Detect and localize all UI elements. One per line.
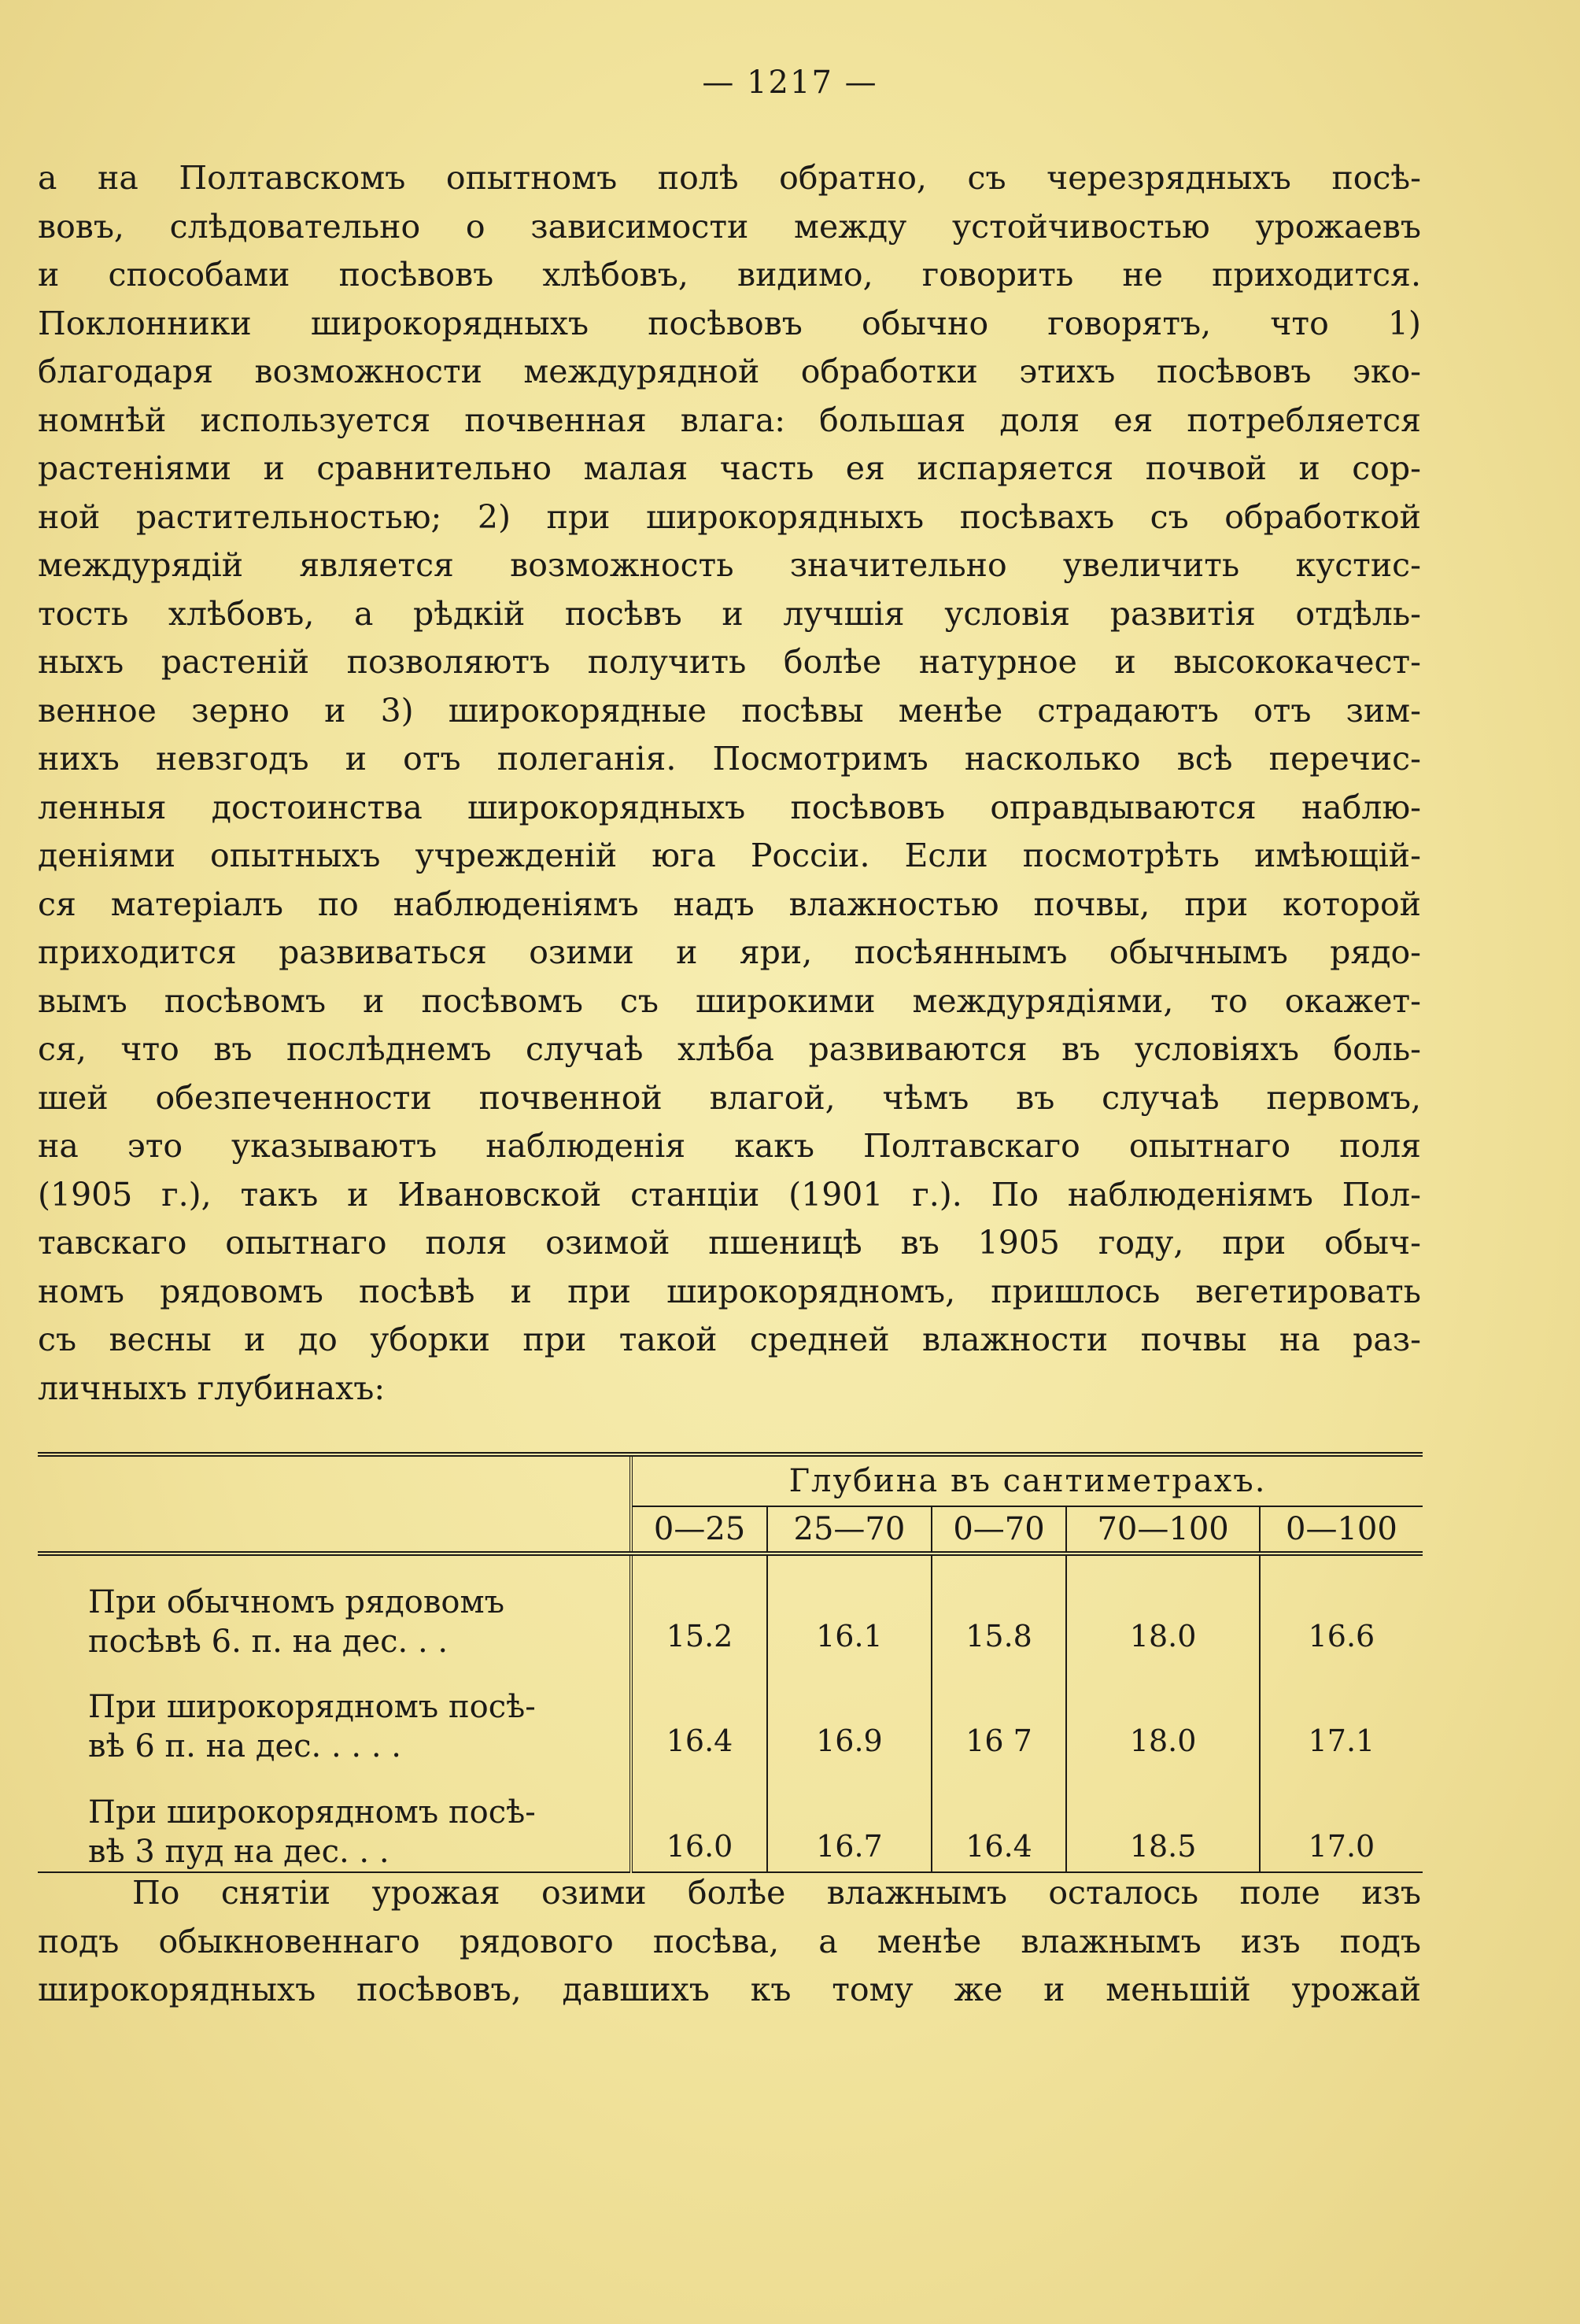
- table-cell: 16.7: [767, 1766, 932, 1872]
- table-cell: 16.4: [932, 1766, 1067, 1872]
- row-label-line: посѣвѣ 6. п. на дес. . .: [88, 1624, 449, 1661]
- table-row: [38, 1661, 1423, 1766]
- column-header: 70—100: [1066, 1506, 1259, 1554]
- table-row: [38, 1766, 1423, 1872]
- text-line: По снятіи урожая озими болѣе влажнымъ осталось поле изъ: [132, 1874, 1421, 1912]
- text-line: ся матеріалъ по наблюденіямъ надъ влажностью почвы, при которой: [38, 885, 1421, 923]
- page-number: — 1217 —: [702, 65, 878, 101]
- row-label-line: При широкорядномъ посѣ-: [88, 1794, 536, 1831]
- text-line: вовъ, слѣдовательно о зависимости между устойчивостью урожаевъ: [38, 207, 1421, 246]
- text-line: съ весны и до уборки при такой средней влажности почвы на раз-: [38, 1321, 1421, 1358]
- soil-moisture-table: [38, 1452, 1423, 1873]
- text-line: ся, что въ послѣднемъ случаѣ хлѣба развиваются въ условіяхъ боль-: [38, 1030, 1421, 1068]
- column-header: 0—25: [631, 1506, 767, 1554]
- table-cell: 15.8: [932, 1554, 1067, 1661]
- row-label: [38, 1554, 631, 1661]
- paragraph-2: [38, 1869, 1421, 2015]
- row-label-line: вѣ 6 п. на дес. . . . .: [88, 1728, 401, 1765]
- text-line: тавскаго опытнаго поля озимой пшеницѣ въ 1905 году, при обыч-: [38, 1224, 1421, 1262]
- table-cell: 16.1: [767, 1554, 932, 1661]
- text-line: на это указываютъ наблюденія какъ Полтавскаго опытнаго поля: [38, 1127, 1421, 1165]
- text-line: номъ рядовомъ посѣвѣ и при широкорядномъ, пришлось вегетировать: [38, 1272, 1421, 1310]
- text-line: нихъ невзгодъ и отъ полеганія. Посмотримъ насколько всѣ перечис-: [38, 740, 1421, 778]
- text-line: деніями опытныхъ учрежденій юга Россіи. Если посмотрѣть имѣющій-: [38, 837, 1421, 874]
- column-header: 0—100: [1260, 1506, 1423, 1554]
- text-line: номнѣй используется почвенная влага: большая доля ея потребляется: [38, 401, 1421, 439]
- table-row: [38, 1554, 1423, 1661]
- column-header: 0—70: [932, 1506, 1067, 1554]
- paragraph-1: [38, 154, 1421, 1413]
- stub-header: [38, 1454, 631, 1506]
- table-cell: 17.0: [1308, 1829, 1375, 1864]
- text-line: подъ обыкновеннаго рядового посѣва, а менѣе влажнымъ изъ подъ: [38, 1922, 1421, 1960]
- text-line: ной растительностью; 2) при широкорядныхъ посѣвахъ съ обработкой: [38, 497, 1421, 536]
- text-line: вымъ посѣвомъ и посѣвомъ съ широкими междурядіями, то окажет-: [38, 981, 1421, 1020]
- table-cell: 16 7: [932, 1661, 1067, 1766]
- row-label-line: вѣ 3 пуд на дес. . .: [88, 1834, 389, 1870]
- row-label-line: При широкорядномъ посѣ-: [88, 1689, 536, 1726]
- data-table: [38, 1452, 1423, 1873]
- text-line: а на Полтавскомъ опытномъ полѣ обратно, съ черезрядныхъ посѣ-: [38, 159, 1421, 197]
- row-label: [38, 1661, 631, 1766]
- table-cell: 18.0: [1066, 1554, 1259, 1661]
- text-line: Поклонники широкорядныхъ посѣвовъ обычно говорятъ, что 1): [38, 304, 1421, 342]
- table-cell: 15.2: [631, 1554, 767, 1661]
- table-cell: 17.1: [1308, 1724, 1375, 1759]
- column-header: 25—70: [767, 1506, 932, 1554]
- stub-header-lower: [38, 1506, 631, 1554]
- depth-group-header: Глубина въ сантиметрахъ.: [631, 1454, 1423, 1506]
- text-line: благодаря возможности междурядной обработки этихъ посѣвовъ эко-: [38, 353, 1421, 390]
- text-line: личныхъ глубинахъ:: [38, 1369, 386, 1407]
- text-line: шей обезпеченности почвенной влагой, чѣмъ въ случаѣ первомъ,: [38, 1078, 1421, 1117]
- text-line: и способами посѣвовъ хлѣбовъ, видимо, говорить не приходится.: [38, 256, 1421, 294]
- table-cell: 16.4: [631, 1661, 767, 1766]
- text-line: ныхъ растеній позволяютъ получить болѣе натурное и высококачест-: [38, 643, 1421, 681]
- text-line: (1905 г.), такъ и Ивановской станціи (1901 г.). По наблюденіямъ Пол-: [38, 1175, 1421, 1214]
- table-cell: 16.0: [631, 1766, 767, 1872]
- text-line: междурядій является возможность значительно увеличить кустис-: [38, 546, 1421, 584]
- text-line: широкорядныхъ посѣвовъ, давшихъ къ тому же и меньшій урожай: [38, 1971, 1421, 2008]
- text-line: приходится развиваться озими и яри, посѣяннымъ обычнымъ рядо-: [38, 933, 1421, 971]
- text-line: тость хлѣбовъ, а рѣдкій посѣвъ и лучшія условія развитія отдѣль-: [38, 594, 1421, 633]
- table-cell: 18.0: [1066, 1661, 1259, 1766]
- text-line: ленныя достоинства широкорядныхъ посѣвовъ оправдываются наблю-: [38, 788, 1421, 826]
- table-cell: 16.6: [1308, 1619, 1375, 1654]
- text-line: растеніями и сравнительно малая часть ея испаряется почвой и сор-: [38, 449, 1421, 487]
- row-label: [38, 1766, 631, 1872]
- text-line: венное зерно и 3) широкорядные посѣвы менѣе страдаютъ отъ зим-: [38, 691, 1421, 730]
- row-label-line: При обычномъ рядовомъ: [88, 1584, 505, 1621]
- table-cell: 16.9: [767, 1661, 932, 1766]
- table-cell: 18.5: [1066, 1766, 1259, 1872]
